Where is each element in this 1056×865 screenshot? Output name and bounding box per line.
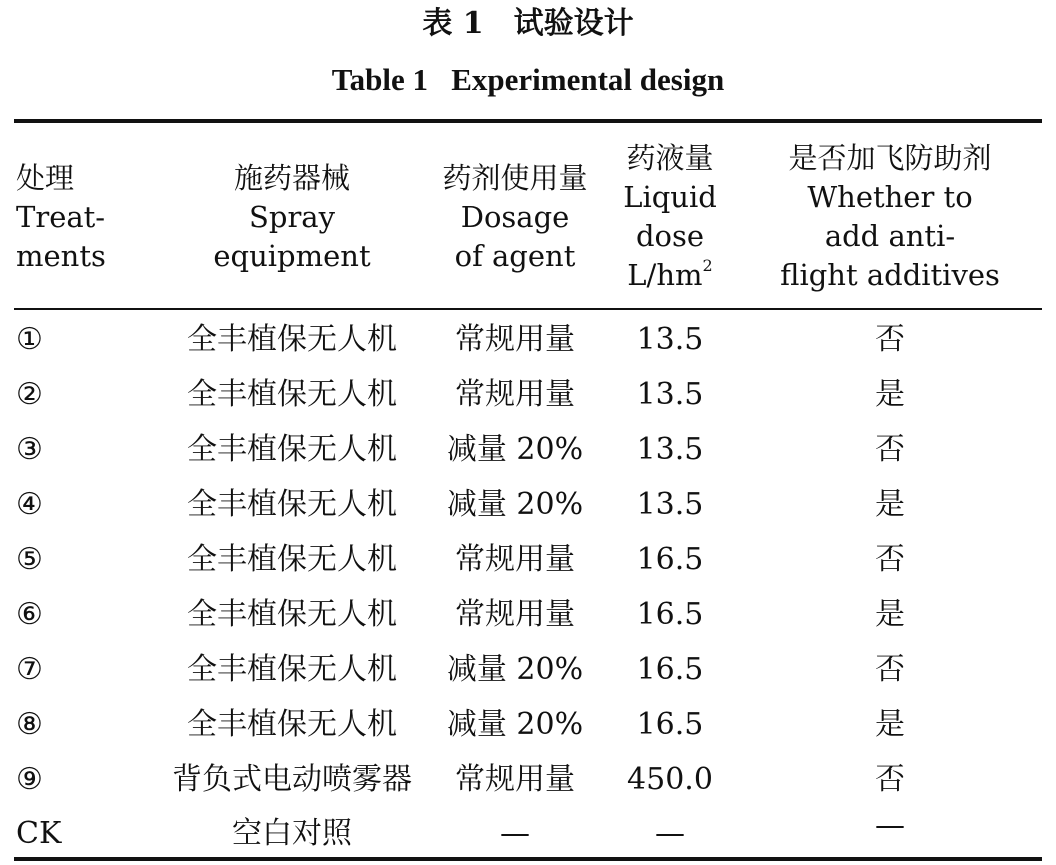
treatment-cell: ①	[16, 322, 43, 357]
column-header-anti-flight-additives	[740, 139, 1040, 321]
liquid-dose-cell: 13.5	[636, 377, 704, 412]
treatment-cell: ⑥	[16, 597, 43, 632]
header-en-line: Treat-	[16, 200, 106, 234]
header-en-line: dose	[635, 219, 705, 253]
table-row	[0, 806, 1056, 861]
equipment-cell: 全丰植保无人机	[187, 377, 397, 412]
header-en-line: add anti-	[824, 219, 956, 253]
header-en-line: Dosage	[460, 200, 570, 234]
additive-cell: 是	[875, 707, 905, 742]
column-header-liquid-dose	[608, 139, 732, 321]
header-en-line: equipment	[213, 239, 371, 273]
equipment-cell: 全丰植保无人机	[187, 432, 397, 467]
dosage-cell: 常规用量	[455, 542, 575, 577]
liquid-dose-cell: 16.5	[636, 542, 704, 577]
liquid-dose-cell: 13.5	[636, 432, 704, 467]
dosage-cell: 常规用量	[455, 377, 575, 412]
additive-cell: 否	[875, 432, 905, 467]
additive-cell: 是	[875, 377, 905, 412]
bottom-rule	[14, 857, 1042, 861]
dosage-cell: 减量 20%	[446, 487, 584, 522]
table-caption-chinese: 表 1 试验设计	[422, 6, 634, 41]
dosage-cell: 常规用量	[455, 322, 575, 357]
equipment-cell: 全丰植保无人机	[187, 707, 397, 742]
dosage-cell: 减量 20%	[446, 707, 584, 742]
dosage-cell: 减量 20%	[446, 652, 584, 687]
treatment-cell: ⑨	[16, 762, 43, 797]
header-cn: 施药器械	[233, 161, 350, 195]
equipment-cell: 全丰植保无人机	[187, 487, 397, 522]
treatment-cell: ②	[16, 377, 43, 412]
table-caption-english: Table 1 Experimental design	[331, 62, 725, 97]
treatment-cell: ③	[16, 432, 43, 467]
liquid-dose-cell: 13.5	[636, 322, 704, 357]
header-cn: 处理	[16, 161, 75, 195]
header-en-line: Whether to	[807, 180, 973, 214]
dosage-cell: 减量 20%	[446, 432, 584, 467]
unit-superscript: 2	[702, 256, 713, 275]
additive-cell: 否	[875, 542, 905, 577]
header-cn: 药液量	[626, 141, 714, 175]
liquid-dose-cell: 16.5	[636, 707, 704, 742]
liquid-dose-cell: 16.5	[636, 652, 704, 687]
treatment-cell: ④	[16, 487, 43, 522]
header-cn: 是否加飞防助剂	[788, 141, 992, 175]
table-row	[0, 642, 1056, 697]
equipment-cell: 空白对照	[232, 816, 352, 851]
header-en-line: ments	[16, 239, 106, 273]
header-unit-line	[608, 256, 732, 295]
table-row	[0, 587, 1056, 642]
equipment-cell: 背负式电动喷雾器	[172, 762, 412, 797]
equipment-cell: 全丰植保无人机	[187, 597, 397, 632]
liquid-dose-cell: 13.5	[636, 487, 704, 522]
additive-cell: 是	[875, 487, 905, 522]
header-en-line: flight additives	[780, 258, 1000, 292]
unit-text: L/hm	[627, 258, 703, 292]
table-row	[0, 697, 1056, 752]
additive-cell: 否	[875, 322, 905, 357]
additive-cell: —	[875, 808, 905, 843]
treatment-cell: CK	[16, 816, 62, 851]
header-cn: 药剂使用量	[442, 161, 588, 195]
dosage-cell: 常规用量	[455, 597, 575, 632]
dosage-cell: 常规用量	[455, 762, 575, 797]
additive-cell: 否	[875, 652, 905, 687]
table-row	[0, 752, 1056, 807]
liquid-dose-cell: 450.0	[627, 762, 713, 797]
equipment-cell: 全丰植保无人机	[187, 652, 397, 687]
liquid-dose-cell: —	[655, 816, 685, 851]
treatment-cell: ⑦	[16, 652, 43, 687]
dosage-cell: —	[500, 816, 530, 851]
header-rule	[14, 308, 1042, 310]
additive-cell: 否	[875, 762, 905, 797]
table-row	[0, 477, 1056, 532]
table-row	[0, 532, 1056, 587]
top-rule	[14, 119, 1042, 123]
header-en-line: Spray	[249, 200, 335, 234]
table-row	[0, 312, 1056, 367]
table-row	[0, 367, 1056, 422]
treatment-cell: ⑤	[16, 542, 43, 577]
equipment-cell: 全丰植保无人机	[187, 322, 397, 357]
treatment-cell: ⑧	[16, 707, 43, 742]
liquid-dose-cell: 16.5	[636, 597, 704, 632]
equipment-cell: 全丰植保无人机	[187, 542, 397, 577]
additive-cell: 是	[875, 597, 905, 632]
table-row	[0, 422, 1056, 477]
header-en-line: of agent	[454, 239, 576, 273]
header-en-line: Liquid	[623, 180, 717, 214]
